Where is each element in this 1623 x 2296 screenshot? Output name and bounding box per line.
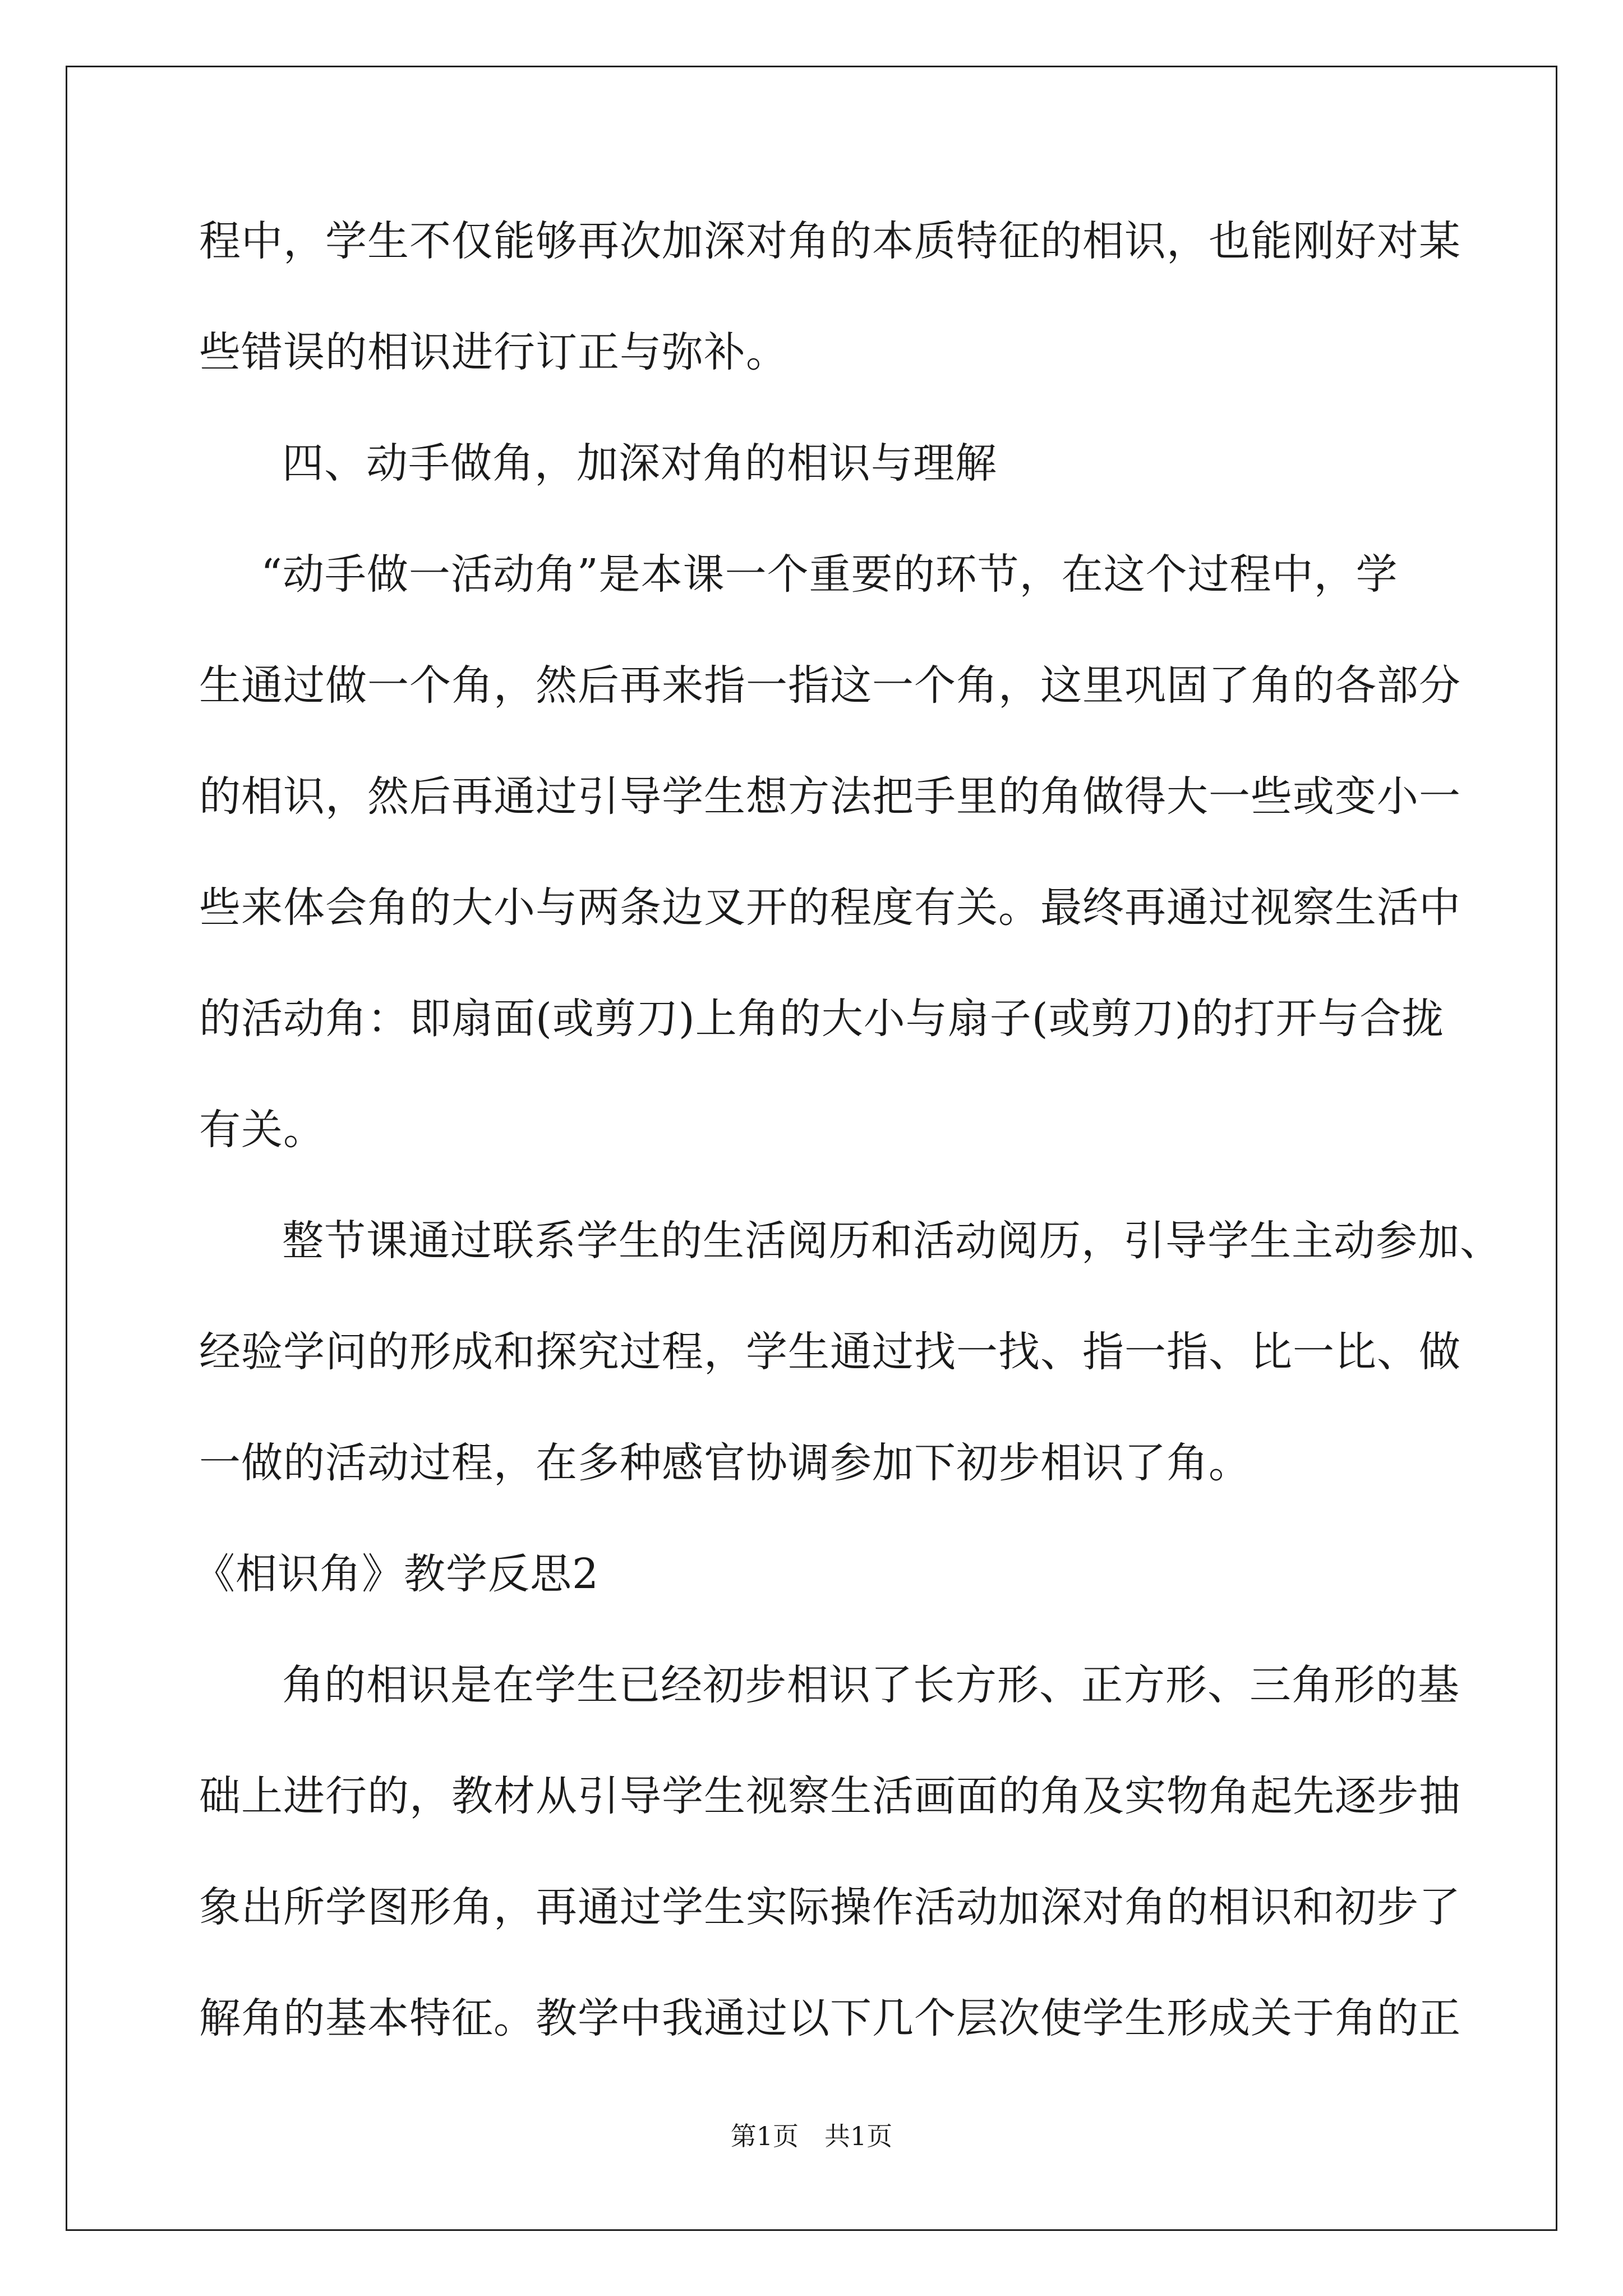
text-line: 础上进行的，教材从引导学生视察生活画面的角及实物角起先逐步抽 (199, 1772, 1461, 1820)
text-line: 的相识，然后再通过引导学生想方法把手里的角做得大一些或变小一 (199, 772, 1461, 821)
text-line: 解角的基本特征。教学中我通过以下几个层次使学生形成关于角的正 (199, 1994, 1461, 2042)
text-line: 生通过做一个角，然后再来指一指这一个角，这里巩固了角的各部分 (199, 661, 1461, 710)
text-line: 一做的活动过程，在多种感官协调参加下初步相识了角。 (199, 1439, 1251, 1487)
text-line: 角的相识是在学生已经初步相识了长方形、正方形、三角形的基 (282, 1661, 1460, 1709)
page-number: 第1页 (730, 2121, 799, 2151)
page-footer (0, 2119, 1623, 2153)
text-line: “动手做一活动角”是本课一个重要的环节，在这个过程中，学 (261, 550, 1398, 599)
text-line: 些错误的相识进行订正与弥补。 (199, 328, 788, 376)
text-line: 程中，学生不仅能够再次加深对角的本质特征的相识，也能刚好对某 (199, 217, 1461, 265)
text-line: 有关。 (199, 1106, 325, 1154)
text-line: 整节课通过联系学生的生活阅历和活动阅历，引导学生主动参加、 (282, 1217, 1502, 1265)
text-line: 的活动角：即扇面(或剪刀)上角的大小与扇子(或剪刀)的打开与合拢 (199, 995, 1444, 1043)
page-total: 共1页 (824, 2121, 893, 2151)
text-line: 象出所学图形角，再通过学生实际操作活动加深对角的相识和初步了 (199, 1883, 1461, 1931)
article-title: 《相识角》教学反思2 (193, 1550, 600, 1598)
text-line: 经验学问的形成和探究过程，学生通过找一找、指一指、比一比、做 (199, 1328, 1461, 1376)
text-line: 些来体会角的大小与两条边叉开的程度有关。最终再通过视察生活中 (199, 884, 1461, 932)
section-heading: 四、动手做角，加深对角的相识与理解 (282, 439, 997, 487)
